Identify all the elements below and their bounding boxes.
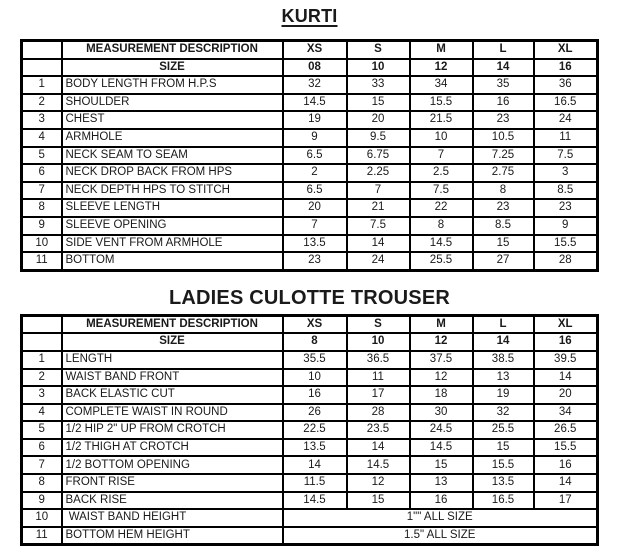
- table-row: [22, 76, 598, 94]
- measurement-description-cell: SLEEVE LENGTH: [62, 199, 283, 217]
- measurement-value-cell: 14: [534, 474, 598, 492]
- measurement-value-cell: 23.5: [347, 421, 410, 439]
- measurement-value-cell: 34: [410, 76, 473, 94]
- row-number-cell: 9: [22, 217, 62, 235]
- measurement-value-cell: 17: [347, 386, 410, 404]
- measurement-value-cell: 13: [473, 369, 534, 387]
- size-number-cell: 16: [534, 59, 598, 77]
- measurement-value-cell: 14.5: [347, 456, 410, 474]
- table-row: [22, 527, 598, 545]
- table-row: [22, 182, 598, 200]
- size-number-cell: 12: [410, 333, 473, 351]
- size-number-cell: 08: [283, 59, 347, 77]
- measurement-value-cell: 11: [534, 129, 598, 147]
- row-number-cell: 2: [22, 369, 62, 387]
- size-number-cell: 14: [473, 59, 534, 77]
- measurement-value-cell: 10: [410, 129, 473, 147]
- measurement-description-cell: 1/2 BOTTOM OPENING: [62, 456, 283, 474]
- measurement-value-cell: 39.5: [534, 351, 598, 369]
- measurement-value-cell: 2.5: [410, 164, 473, 182]
- measurement-value-cell: 21: [347, 199, 410, 217]
- measurement-value-cell: 15: [347, 94, 410, 112]
- measurement-description-cell: FRONT RISE: [62, 474, 283, 492]
- size-header-cell: XL: [534, 315, 598, 333]
- measurement-value-cell: 6.5: [283, 147, 347, 165]
- measurement-description-cell: BOTTOM: [62, 252, 283, 270]
- measurement-value-cell: 15.5: [410, 94, 473, 112]
- measurement-value-cell: 2: [283, 164, 347, 182]
- measurement-value-cell: 9: [534, 217, 598, 235]
- measurement-description-cell: BACK ELASTIC CUT: [62, 386, 283, 404]
- size-number-cell: 12: [410, 59, 473, 77]
- size-row: [22, 59, 598, 77]
- measurement-value-cell: 35: [473, 76, 534, 94]
- measurement-description-cell: 1/2 THIGH AT CROTCH: [62, 439, 283, 457]
- measurement-value-cell: 20: [283, 199, 347, 217]
- measurement-description-cell: SHOULDER: [62, 94, 283, 112]
- measurement-value-cell: 14: [347, 439, 410, 457]
- row-number-cell: 2: [22, 94, 62, 112]
- row-number-cell: 7: [22, 456, 62, 474]
- size-header-cell: L: [473, 41, 534, 59]
- header-row: [22, 41, 598, 59]
- row-number-cell: 1: [22, 351, 62, 369]
- table-row: [22, 386, 598, 404]
- size-header-cell: XS: [283, 41, 347, 59]
- measurement-description-cell: SLEEVE OPENING: [62, 217, 283, 235]
- row-number-cell: 8: [22, 474, 62, 492]
- measurement-value-cell: 25.5: [410, 252, 473, 270]
- measurement-value-cell: 15: [347, 492, 410, 510]
- measurement-value-cell: 2.75: [473, 164, 534, 182]
- all-size-value-cell: 1.5" ALL SIZE: [283, 527, 598, 545]
- table-row: [22, 492, 598, 510]
- table-row: [22, 421, 598, 439]
- table-row: [22, 199, 598, 217]
- measurement-value-cell: 7.25: [473, 147, 534, 165]
- table-row: [22, 235, 598, 253]
- measurement-value-cell: 14.5: [410, 235, 473, 253]
- measurement-description-cell: WAIST BAND FRONT: [62, 369, 283, 387]
- row-number-cell: 8: [22, 199, 62, 217]
- row-number-cell: 7: [22, 182, 62, 200]
- measurement-description-cell: NECK DROP BACK FROM HPS: [62, 164, 283, 182]
- measurement-value-cell: 30: [410, 404, 473, 422]
- measurement-value-cell: 15.5: [473, 456, 534, 474]
- culotte-trouser-title: [0, 287, 619, 310]
- measurement-description-cell: SIDE VENT FROM ARMHOLE: [62, 235, 283, 253]
- measurement-value-cell: 6.75: [347, 147, 410, 165]
- size-header-cell: L: [473, 315, 534, 333]
- measurement-value-cell: 19: [283, 111, 347, 129]
- table-row: [22, 456, 598, 474]
- size-header-cell: S: [347, 41, 410, 59]
- measurement-value-cell: 26.5: [534, 421, 598, 439]
- measurement-value-cell: 28: [347, 404, 410, 422]
- row-number-cell: 1: [22, 76, 62, 94]
- size-header-cell: M: [410, 41, 473, 59]
- measurement-description-cell: CHEST: [62, 111, 283, 129]
- row-number-header-cell: [22, 41, 62, 59]
- row-number-cell: 11: [22, 527, 62, 545]
- row-number-cell: 10: [22, 509, 62, 527]
- culotte-trouser-table-body: [22, 315, 598, 545]
- size-row: [22, 333, 598, 351]
- measurement-value-cell: 13: [410, 474, 473, 492]
- measurement-value-cell: 35.5: [283, 351, 347, 369]
- measurement-value-cell: 17: [534, 492, 598, 510]
- measurement-value-cell: 26: [283, 404, 347, 422]
- measurement-value-cell: 10.5: [473, 129, 534, 147]
- measurement-description-cell: 1/2 HIP 2" UP FROM CROTCH: [62, 421, 283, 439]
- measurement-value-cell: 33: [347, 76, 410, 94]
- table-row: [22, 369, 598, 387]
- measurement-description-cell: COMPLETE WAIST IN ROUND: [62, 404, 283, 422]
- row-number-cell: 4: [22, 129, 62, 147]
- table-row: [22, 404, 598, 422]
- size-header-cell: XS: [283, 315, 347, 333]
- size-number-cell: 14: [473, 333, 534, 351]
- measurement-value-cell: 14.5: [283, 492, 347, 510]
- measurement-description-cell: BODY LENGTH FROM H.P.S: [62, 76, 283, 94]
- table-row: [22, 94, 598, 112]
- measurement-value-cell: 7: [410, 147, 473, 165]
- measurement-value-cell: 16: [534, 456, 598, 474]
- table-row: [22, 217, 598, 235]
- description-header-cell: MEASUREMENT DESCRIPTION: [62, 41, 283, 59]
- measurement-value-cell: 7.5: [347, 217, 410, 235]
- measurement-value-cell: 3: [534, 164, 598, 182]
- measurement-value-cell: 32: [473, 404, 534, 422]
- kurti-title-text: KURTI: [281, 6, 338, 26]
- header-row: [22, 315, 598, 333]
- measurement-value-cell: 24: [347, 252, 410, 270]
- measurement-value-cell: 14: [347, 235, 410, 253]
- measurement-value-cell: 24.5: [410, 421, 473, 439]
- measurement-description-cell: ARMHOLE: [62, 129, 283, 147]
- measurement-value-cell: 14.5: [410, 439, 473, 457]
- measurement-value-cell: 20: [534, 386, 598, 404]
- description-header-cell: MEASUREMENT DESCRIPTION: [62, 315, 283, 333]
- row-number-cell: 11: [22, 252, 62, 270]
- kurti-title: [0, 0, 619, 27]
- row-number-cell: 6: [22, 164, 62, 182]
- measurement-value-cell: 20: [347, 111, 410, 129]
- table-row: [22, 129, 598, 147]
- measurement-value-cell: 15: [473, 439, 534, 457]
- row-number-cell: 6: [22, 439, 62, 457]
- size-row-label-cell: SIZE: [62, 59, 283, 77]
- measurement-value-cell: 8: [410, 217, 473, 235]
- size-number-cell: 16: [534, 333, 598, 351]
- measurement-value-cell: 23: [473, 111, 534, 129]
- measurement-value-cell: 7.5: [534, 147, 598, 165]
- measurement-value-cell: 28: [534, 252, 598, 270]
- measurement-value-cell: 36: [534, 76, 598, 94]
- measurement-value-cell: 8.5: [534, 182, 598, 200]
- measurement-description-cell: NECK SEAM TO SEAM: [62, 147, 283, 165]
- measurement-description-cell: BACK RISE: [62, 492, 283, 510]
- measurement-value-cell: 19: [473, 386, 534, 404]
- measurement-value-cell: 14: [283, 456, 347, 474]
- measurement-value-cell: 23: [473, 199, 534, 217]
- table-row: [22, 252, 598, 270]
- measurement-value-cell: 22: [410, 199, 473, 217]
- size-header-cell: M: [410, 315, 473, 333]
- measurement-value-cell: 16: [410, 492, 473, 510]
- measurement-value-cell: 9.5: [347, 129, 410, 147]
- size-header-cell: XL: [534, 41, 598, 59]
- row-number-cell: 10: [22, 235, 62, 253]
- measurement-value-cell: 10: [283, 369, 347, 387]
- measurement-value-cell: 16.5: [473, 492, 534, 510]
- measurement-value-cell: 27: [473, 252, 534, 270]
- table-row: [22, 164, 598, 182]
- measurement-value-cell: 8: [473, 182, 534, 200]
- measurement-value-cell: 15.5: [534, 235, 598, 253]
- measurement-value-cell: 13.5: [283, 235, 347, 253]
- measurement-value-cell: 15: [473, 235, 534, 253]
- size-number-cell: 10: [347, 59, 410, 77]
- row-number-cell: 5: [22, 421, 62, 439]
- measurement-value-cell: 21.5: [410, 111, 473, 129]
- measurement-value-cell: 16.5: [534, 94, 598, 112]
- measurement-value-cell: 14: [534, 369, 598, 387]
- measurement-value-cell: 15: [410, 456, 473, 474]
- measurement-value-cell: 11: [347, 369, 410, 387]
- measurement-value-cell: 12: [347, 474, 410, 492]
- row-number-cell: 9: [22, 492, 62, 510]
- measurement-value-cell: 6.5: [283, 182, 347, 200]
- measurement-description-cell: LENGTH: [62, 351, 283, 369]
- table-row: [22, 439, 598, 457]
- measurement-value-cell: 23: [283, 252, 347, 270]
- all-size-value-cell: 1"" ALL SIZE: [283, 509, 598, 527]
- measurement-value-cell: 16: [473, 94, 534, 112]
- size-row-label-cell: SIZE: [62, 333, 283, 351]
- measurement-value-cell: 15.5: [534, 439, 598, 457]
- row-number-header-cell: [22, 315, 62, 333]
- measurement-value-cell: 24: [534, 111, 598, 129]
- size-number-cell: 10: [347, 333, 410, 351]
- kurti-table-body: [22, 41, 598, 271]
- measurement-value-cell: 32: [283, 76, 347, 94]
- measurement-value-cell: 14.5: [283, 94, 347, 112]
- measurement-value-cell: 8.5: [473, 217, 534, 235]
- culotte-trouser-title-text: LADIES CULOTTE TROUSER: [168, 286, 451, 309]
- measurement-value-cell: 34: [534, 404, 598, 422]
- measurement-value-cell: 16: [283, 386, 347, 404]
- measurement-value-cell: 37.5: [410, 351, 473, 369]
- row-number-cell: 3: [22, 386, 62, 404]
- measurement-value-cell: 23: [534, 199, 598, 217]
- measurement-value-cell: 11.5: [283, 474, 347, 492]
- measurement-value-cell: 7.5: [410, 182, 473, 200]
- kurti-measurement-table: [20, 39, 599, 272]
- table-row: [22, 509, 598, 527]
- measurement-value-cell: 22.5: [283, 421, 347, 439]
- row-number-cell: [22, 59, 62, 77]
- measurement-value-cell: 38.5: [473, 351, 534, 369]
- measurement-value-cell: 36.5: [347, 351, 410, 369]
- measurement-description-cell: WAIST BAND HEIGHT: [62, 509, 283, 527]
- size-number-cell: 8: [283, 333, 347, 351]
- measurement-value-cell: 13.5: [473, 474, 534, 492]
- row-number-cell: 4: [22, 404, 62, 422]
- table-row: [22, 474, 598, 492]
- table-row: [22, 147, 598, 165]
- measurement-value-cell: 25.5: [473, 421, 534, 439]
- measurement-value-cell: 2.25: [347, 164, 410, 182]
- row-number-cell: 5: [22, 147, 62, 165]
- culotte-trouser-measurement-table: [20, 314, 599, 547]
- row-number-cell: 3: [22, 111, 62, 129]
- measurement-value-cell: 13.5: [283, 439, 347, 457]
- measurement-value-cell: 7: [347, 182, 410, 200]
- row-number-cell: [22, 333, 62, 351]
- measurement-value-cell: 12: [410, 369, 473, 387]
- measurement-description-cell: BOTTOM HEM HEIGHT: [62, 527, 283, 545]
- table-row: [22, 111, 598, 129]
- size-header-cell: S: [347, 315, 410, 333]
- table-row: [22, 351, 598, 369]
- measurement-value-cell: 18: [410, 386, 473, 404]
- measurement-value-cell: 7: [283, 217, 347, 235]
- measurement-value-cell: 9: [283, 129, 347, 147]
- measurement-description-cell: NECK DEPTH HPS TO STITCH: [62, 182, 283, 200]
